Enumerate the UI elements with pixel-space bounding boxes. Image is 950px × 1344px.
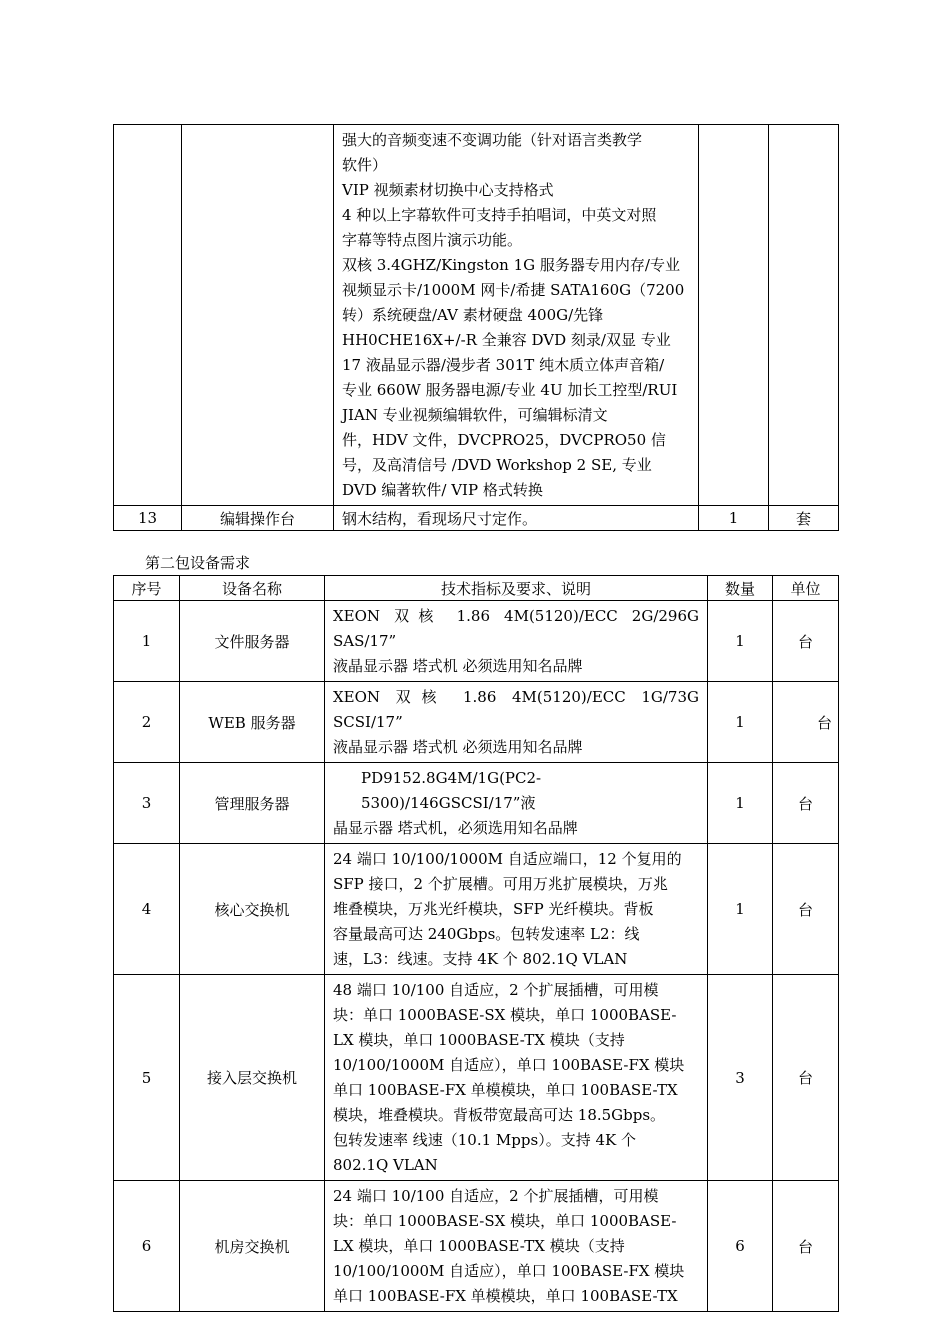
quantity-cell: 1 xyxy=(708,844,773,975)
spec-line: 件，HDV 文件，DVCPRO25，DVCPRO50 信 xyxy=(342,431,666,449)
section-title: 第二包设备需求 xyxy=(145,554,251,572)
table-row xyxy=(114,506,839,531)
header-spec: 技术指标及要求、说明 xyxy=(325,576,708,601)
unit-cell: 台 xyxy=(773,1181,839,1312)
spec-line: PD9152.8G4M/1G(PC2-5300)/146GSCSI/17”液 xyxy=(361,769,542,812)
header-name: 设备名称 xyxy=(180,576,325,601)
spec-line: JIAN 专业视频编辑软件，可编辑标清文 xyxy=(342,406,608,424)
name-cell: 管理服务器 xyxy=(180,763,325,844)
spec-line: 单口 100BASE-FX 单模模块，单口 100BASE-TX xyxy=(333,1287,678,1305)
spec-line: 48 端口 10/100 自适应，2 个扩展插槽，可用模 xyxy=(333,981,659,999)
number-cell: 6 xyxy=(114,1181,180,1312)
spec-cell xyxy=(334,125,699,506)
spec-line: 802.1Q VLAN xyxy=(333,1156,438,1174)
spec-line: VIP 视频素材切换中心支持格式 xyxy=(342,181,554,199)
number-cell: 1 xyxy=(114,601,180,682)
table-row xyxy=(114,1181,839,1312)
spec-line: XEON 双核 1.86 4M(5120)/ECC 1G/73G SCSI/17” xyxy=(333,688,699,731)
spec-line: 液晶显示器 塔式机 必须选用知名品牌 xyxy=(333,738,583,756)
quantity-cell: 1 xyxy=(708,601,773,682)
spec-line: 容量最高可达 240Gbps。包转发速率 L2：线 xyxy=(333,925,640,943)
unit-cell: 台 xyxy=(773,975,839,1181)
header-unit: 单位 xyxy=(773,576,839,601)
header-quantity: 数量 xyxy=(708,576,773,601)
quantity-cell: 3 xyxy=(708,975,773,1181)
name-cell: 核心交换机 xyxy=(180,844,325,975)
quantity-cell: 1 xyxy=(708,682,773,763)
spec-line: 软件） xyxy=(342,156,388,174)
table-row xyxy=(114,844,839,975)
unit-cell: 台 xyxy=(773,844,839,975)
spec-line: 10/100/1000M 自适应），单口 100BASE-FX 模块 xyxy=(333,1262,685,1280)
spec-line: 号，及高清信号 /DVD Workshop 2 SE, 专业 xyxy=(342,456,652,474)
spec-line: 模块，堆叠模块。背板带宽最高可达 18.5Gbps。 xyxy=(333,1106,666,1124)
spec-cell xyxy=(325,601,708,682)
unit-cell: 台 xyxy=(773,763,839,844)
quantity-cell xyxy=(699,125,769,506)
spec-line: 24 端口 10/100 自适应，2 个扩展插槽，可用模 xyxy=(333,1187,659,1205)
spec-cell xyxy=(325,844,708,975)
name-cell: WEB 服务器 xyxy=(180,682,325,763)
number-cell: 2 xyxy=(114,682,180,763)
table-row xyxy=(114,763,839,844)
spec-line: 4 种以上字幕软件可支持手拍唱词，中英文对照 xyxy=(342,206,657,224)
name-cell: 文件服务器 xyxy=(180,601,325,682)
equipment-table-package-2 xyxy=(113,575,839,1312)
spec-cell xyxy=(325,1181,708,1312)
unit-cell: 套 xyxy=(769,506,839,531)
spec-cell xyxy=(325,682,708,763)
spec-line: 晶显示器 塔式机，必须选用知名品牌 xyxy=(333,819,578,837)
number-cell: 3 xyxy=(114,763,180,844)
spec-line: 块：单口 1000BASE-SX 模块，单口 1000BASE- xyxy=(333,1006,677,1024)
spec-line: 10/100/1000M 自适应），单口 100BASE-FX 模块 xyxy=(333,1056,685,1074)
spec-line: 包转发速率 线速（10.1 Mpps）。支持 4K 个 xyxy=(333,1131,636,1149)
unit-cell: 台 xyxy=(773,601,839,682)
spec-line: 字幕等特点图片演示功能。 xyxy=(342,231,523,249)
spec-line: 液晶显示器 塔式机 必须选用知名品牌 xyxy=(333,657,583,675)
spec-cell xyxy=(325,975,708,1181)
name-cell xyxy=(182,125,334,506)
quantity-cell: 6 xyxy=(708,1181,773,1312)
spec-cell: 钢木结构，看现场尺寸定作。 xyxy=(334,506,699,531)
equipment-table-continued xyxy=(113,124,839,531)
number-cell: 13 xyxy=(114,506,182,531)
spec-line: 视频显示卡/1000M 网卡/希捷 SATA160G（7200 xyxy=(342,281,685,299)
table-row xyxy=(114,125,839,506)
table-row xyxy=(114,975,839,1181)
spec-line: 块：单口 1000BASE-SX 模块，单口 1000BASE- xyxy=(333,1212,677,1230)
spec-line: 强大的音频变速不变调功能（针对语言类教学 xyxy=(342,131,643,149)
spec-line: 堆叠模块，万兆光纤模块，SFP 光纤模块。背板 xyxy=(333,900,654,918)
spec-line: DVD 编著软件/ VIP 格式转换 xyxy=(342,481,543,499)
quantity-cell: 1 xyxy=(699,506,769,531)
spec-line: 单口 100BASE-FX 单模模块，单口 100BASE-TX xyxy=(333,1081,678,1099)
name-cell: 机房交换机 xyxy=(180,1181,325,1312)
number-cell: 5 xyxy=(114,975,180,1181)
spec-line: LX 模块，单口 1000BASE-TX 模块（支持 xyxy=(333,1237,625,1255)
spec-line: 双核 3.4GHZ/Kingston 1G 服务器专用内存/专业 xyxy=(342,256,680,274)
spec-line: 17 液晶显示器/漫步者 301T 纯木质立体声音箱/ xyxy=(342,356,665,374)
spec-line: LX 模块，单口 1000BASE-TX 模块（支持 xyxy=(333,1031,625,1049)
name-cell: 接入层交换机 xyxy=(180,975,325,1181)
spec-line: XEON 双核 1.86 4M(5120)/ECC 2G/296G SAS/17” xyxy=(333,607,699,650)
spec-line: 速，L3：线速。支持 4K 个 802.1Q VLAN xyxy=(333,950,628,968)
quantity-cell: 1 xyxy=(708,763,773,844)
spec-line: HH0CHE16X+/-R 全兼容 DVD 刻录/双显 专业 xyxy=(342,331,671,349)
table-row xyxy=(114,682,839,763)
spec-line: 24 端口 10/100/1000M 自适应端口，12 个复用的 xyxy=(333,850,682,868)
number-cell xyxy=(114,125,182,506)
unit-cell: 台 xyxy=(773,682,839,763)
spec-cell xyxy=(325,763,708,844)
number-cell: 4 xyxy=(114,844,180,975)
table-header-row xyxy=(114,576,839,601)
header-number: 序号 xyxy=(114,576,180,601)
spec-line: 转）系统硬盘/AV 素材硬盘 400G/先锋 xyxy=(342,306,604,324)
spec-line: SFP 接口，2 个扩展槽。可用万兆扩展模块，万兆 xyxy=(333,875,668,893)
table-row xyxy=(114,601,839,682)
spec-line: 专业 660W 服务器电源/专业 4U 加长工控型/RUI xyxy=(342,381,678,399)
name-cell: 编辑操作台 xyxy=(182,506,334,531)
unit-cell xyxy=(769,125,839,506)
